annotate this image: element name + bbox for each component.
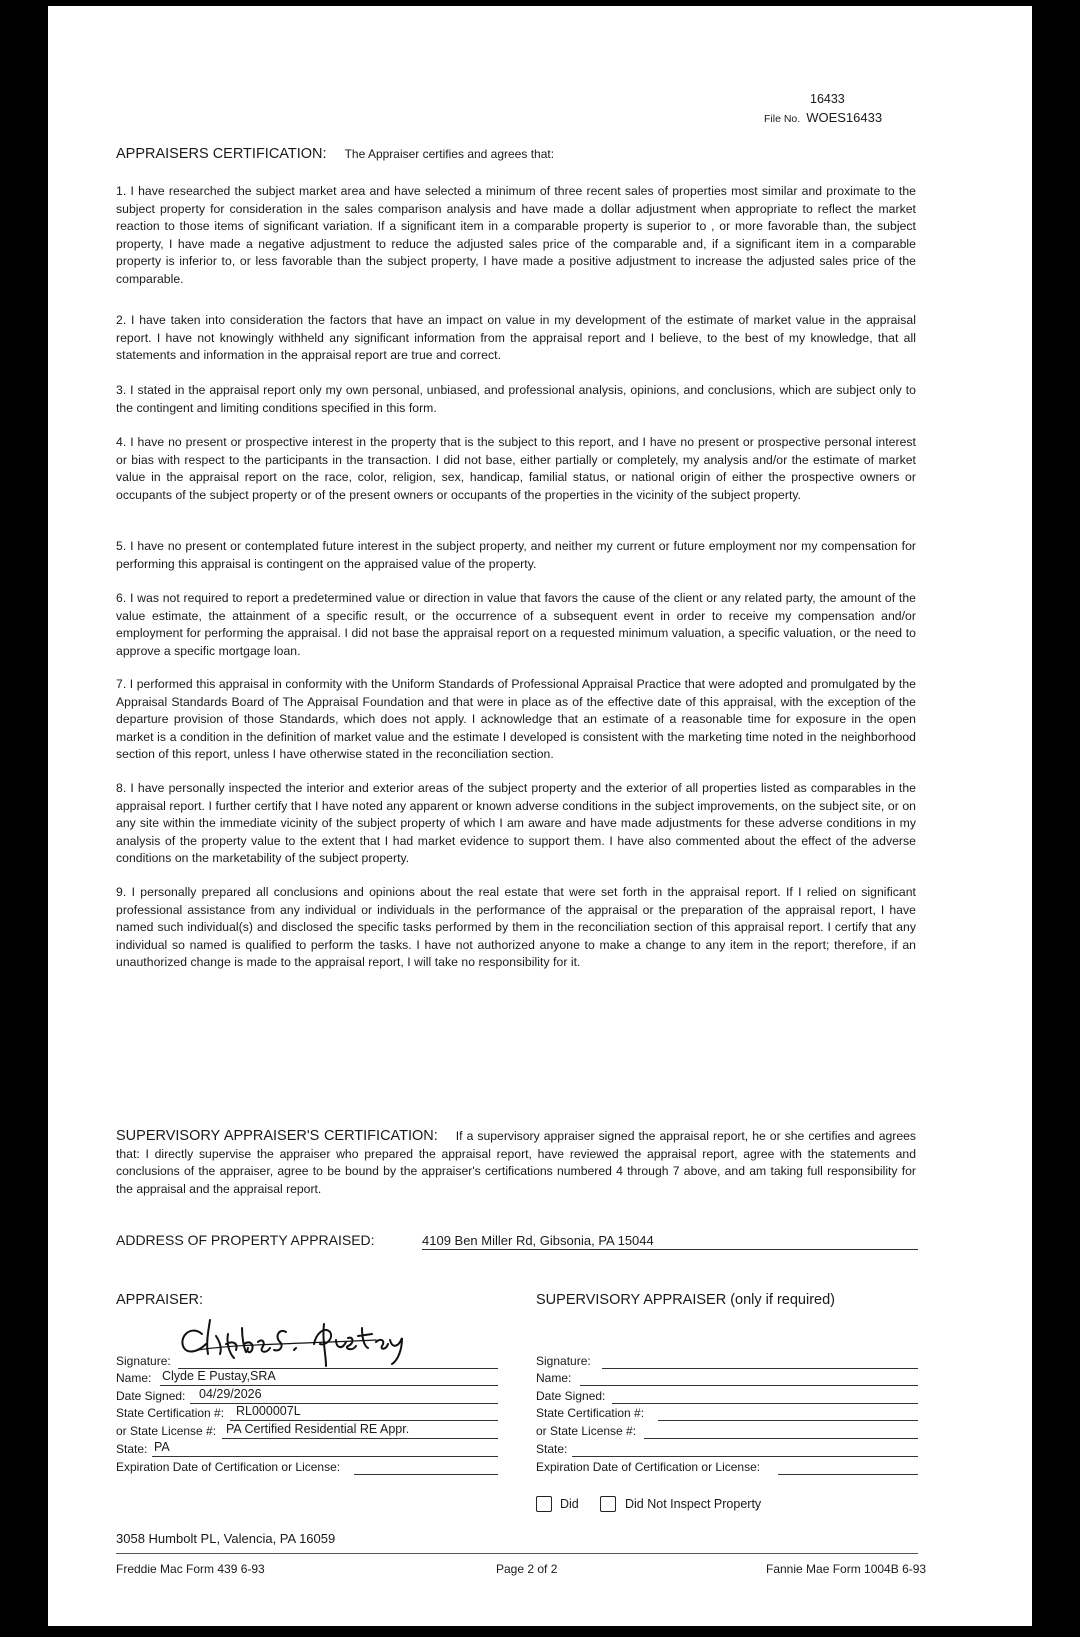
appraiser-date-row — [116, 1388, 498, 1405]
footer-left: Freddie Mac Form 439 6-93 — [116, 1562, 265, 1576]
appraiser-name-label: Name: — [116, 1371, 152, 1385]
certification-item-2: 2. I have taken into consideration the factors that have an impact on value in my development of the estimate of market value in the appraisal report. I have not knowingly withheld any significant information from the appraisal report and I believe, to the best of my knowledge, that all statements and information in the appraisal report are true and correct. — [116, 313, 916, 363]
certification-item-4: 4. I have no present or prospective interest in the property that is the subject to this report, and I have no present or prospective personal interest or bias with respect to the participants in the transaction. I did not base, either partially or completely, my analysis and/or the estimate of market value in the appraisal report on the race, color, religion, sex, handicap, familial status, or national origin of either the prospective owners or occupants of the subject property or of the present owners or occupants of the properties in the vicinity of the subject property. — [116, 435, 916, 502]
certification-heading — [116, 146, 554, 162]
appraiser-cert-value: RL000007L — [236, 1404, 301, 1418]
footer-right: Fannie Mae Form 1004B 6-93 — [766, 1562, 927, 1576]
address-value: 4109 Ben Miller Rd, Gibsonia, PA 15044 — [422, 1233, 918, 1250]
supervisory-appraiser-heading: SUPERVISORY APPRAISER (only if required) — [536, 1292, 835, 1308]
appraiser-license-row — [116, 1423, 498, 1440]
appraiser-heading: APPRAISER: — [116, 1292, 204, 1308]
certification-item-5: 5. I have no present or contemplated future interest in the subject property, and neither my current or future employment nor my compensation for performing this appraisal is contingent on the appraised value of the property. — [116, 539, 916, 571]
certification-item-7: 7. I performed this appraisal in conformity with the Uniform Standards of Professional Appraisal Practice that were adopted and promulgated by the Appraisal Standards Board of The Appraisal Foundation and that were in place as of the effective date of this appraisal, with the exception of the departure provision of those Standards, which does not apply. I acknowledge that an estimate of a reasonable time for exposure in the open market is a condition in the definition of market value and the estimate I developed is consistent with the marketing time noted in the neighborhood section of this report, unless I have otherwise stated in the reconciliation section. — [116, 677, 916, 762]
appraiser-date-value: 04/29/2026 — [199, 1387, 262, 1401]
file-no-value: WOES16433 — [806, 110, 883, 125]
supervisor-license-label: or State License #: — [536, 1424, 637, 1438]
appraiser-license-label: or State License #: — [116, 1424, 217, 1438]
appraiser-state-row — [116, 1441, 498, 1458]
certification-item-9: 9. I personally prepared all conclusions and opinions about the real estate that were set forth in the appraisal report. If I relied on significant professional assistance from any individual or individuals in the performance of the appraisal or the preparation of the appraisal report, I have named such individual(s) and disclosed the specific tasks performed by them in the reconciliation section of this appraisal report. I certify that any individual so named is qualified to perform the tasks. I have not authorized anyone to make a change to any item in the report; therefore, if an unauthorized change is made to the appraisal report, I will take no responsibility for it. — [116, 885, 916, 970]
appraiser-cert-row — [116, 1405, 498, 1422]
file-no-label: File No. — [764, 113, 801, 125]
supervisory-certification — [116, 1128, 916, 1198]
supervisor-cert-label: State Certification #: — [536, 1406, 645, 1420]
supervisor-name-label: Name: — [536, 1371, 572, 1385]
supervisor-date-label: Date Signed: — [536, 1389, 606, 1403]
did-inspect-label: Did — [560, 1497, 579, 1511]
did-not-inspect-label: Did Not Inspect Property — [625, 1497, 762, 1511]
appraiser-name-value: Clyde E Pustay,SRA — [162, 1369, 276, 1383]
supervisor-cert-row — [536, 1405, 918, 1422]
certification-title: APPRAISERS CERTIFICATION: — [116, 146, 327, 162]
supervisor-signature-label: Signature: — [536, 1354, 591, 1368]
certification-item-1: 1. I have researched the subject market area and have selected a minimum of three recent sales of properties most similar and proximate to the subject property for consideration in the sales comparison analysis and have made a dollar adjustment when appropriate to reflect the market reaction to those items of significant variation. If a significant item in a comparable property is superior to , or more favorable than, the subject property, I have made a negative adjustment to reduce the adjusted sales price of the comparable and, if a significant item in a comparable property is inferior to, or less favorable than the subject property, I have made a positive adjustment to increase the adjusted sales price of the comparable. — [116, 184, 916, 286]
appraiser-state-label: State: — [116, 1442, 148, 1456]
appraiser-expiration-label: Expiration Date of Certification or License: — [116, 1460, 341, 1474]
supervisory-title: SUPERVISORY APPRAISER'S CERTIFICATION: — [116, 1128, 438, 1144]
did-not-inspect-checkbox[interactable] — [600, 1496, 616, 1512]
supervisor-expiration-row — [536, 1459, 918, 1476]
appraiser-state-value: PA — [154, 1440, 170, 1454]
certification-item-8: 8. I have personally inspected the interior and exterior areas of the subject property and the exterior of all properties listed as comparables in the appraisal report. I further certify that I have noted any apparent or known adverse conditions in the subject improvements, on the subject site, or on any site within the immediate vicinity of the subject property of which I am aware and have made adjustments for these adverse conditions in my analysis of the property value to the extent that I had market evidence to support them. I have also commented about the effect of the adverse conditions on the marketability of the subject property. — [116, 781, 916, 866]
certification-item-3: 3. I stated in the appraisal report only my own personal, unbiased, and professional analysis, opinions, and conclusions, which are subject only to the contingent and limiting conditions specified in this form. — [116, 383, 916, 415]
file-no — [764, 110, 882, 125]
supervisor-signature-row — [536, 1353, 918, 1370]
supervisor-name-row — [536, 1370, 918, 1387]
supervisor-expiration-label: Expiration Date of Certification or License: — [536, 1460, 761, 1474]
document-page — [48, 6, 1032, 1626]
supervisor-state-label: State: — [536, 1442, 568, 1456]
did-inspect-checkbox[interactable] — [536, 1496, 552, 1512]
appraiser-license-value: PA Certified Residential RE Appr. — [226, 1422, 410, 1436]
appraiser-expiration-row — [116, 1459, 498, 1476]
footer-divider — [116, 1553, 918, 1554]
appraiser-cert-label: State Certification #: — [116, 1406, 225, 1420]
address-label: ADDRESS OF PROPERTY APPRAISED: — [116, 1232, 375, 1248]
supervisor-license-row — [536, 1423, 918, 1440]
certification-item-6: 6. I was not required to report a predetermined value or direction in value that favors the cause of the client or any related party, the amount of the value estimate, the attainment of a specific result, or the occurrence of a subsequent event in order to receive my compensation and/or employment for performing the appraisal. I did not base the appraisal report on a requested minimum valuation, a specific valuation, or the need to approve a specific mortgage loan. — [116, 591, 916, 658]
supervisor-state-row — [536, 1441, 918, 1458]
footer-page-number: Page 2 of 2 — [496, 1562, 558, 1576]
appraiser-signature-label: Signature: — [116, 1354, 171, 1368]
appraiser-name-row — [116, 1370, 498, 1387]
supervisory-first-line: If a supervisory appraiser signed the appraisal report, he or she certifies — [455, 1129, 851, 1143]
appraiser-date-label: Date Signed: — [116, 1389, 186, 1403]
file-number-top: 16433 — [810, 92, 845, 106]
supervisory-text: and agrees that: I directly supervise the appraiser who prepared the appraisal report, have reviewed the appraisal report, agree with the statements and conclusions of the appraiser, agree to be bound by the appraiser's certifications numbered 4 through 7 above, and am taking full responsibility for the appraisal and the appraisal report. — [116, 1129, 916, 1196]
certification-intro: The Appraiser certifies and agrees that: — [344, 147, 555, 161]
appraiser-company-address: 3058 Humbolt PL, Valencia, PA 16059 — [116, 1531, 336, 1546]
supervisor-date-row — [536, 1388, 918, 1405]
